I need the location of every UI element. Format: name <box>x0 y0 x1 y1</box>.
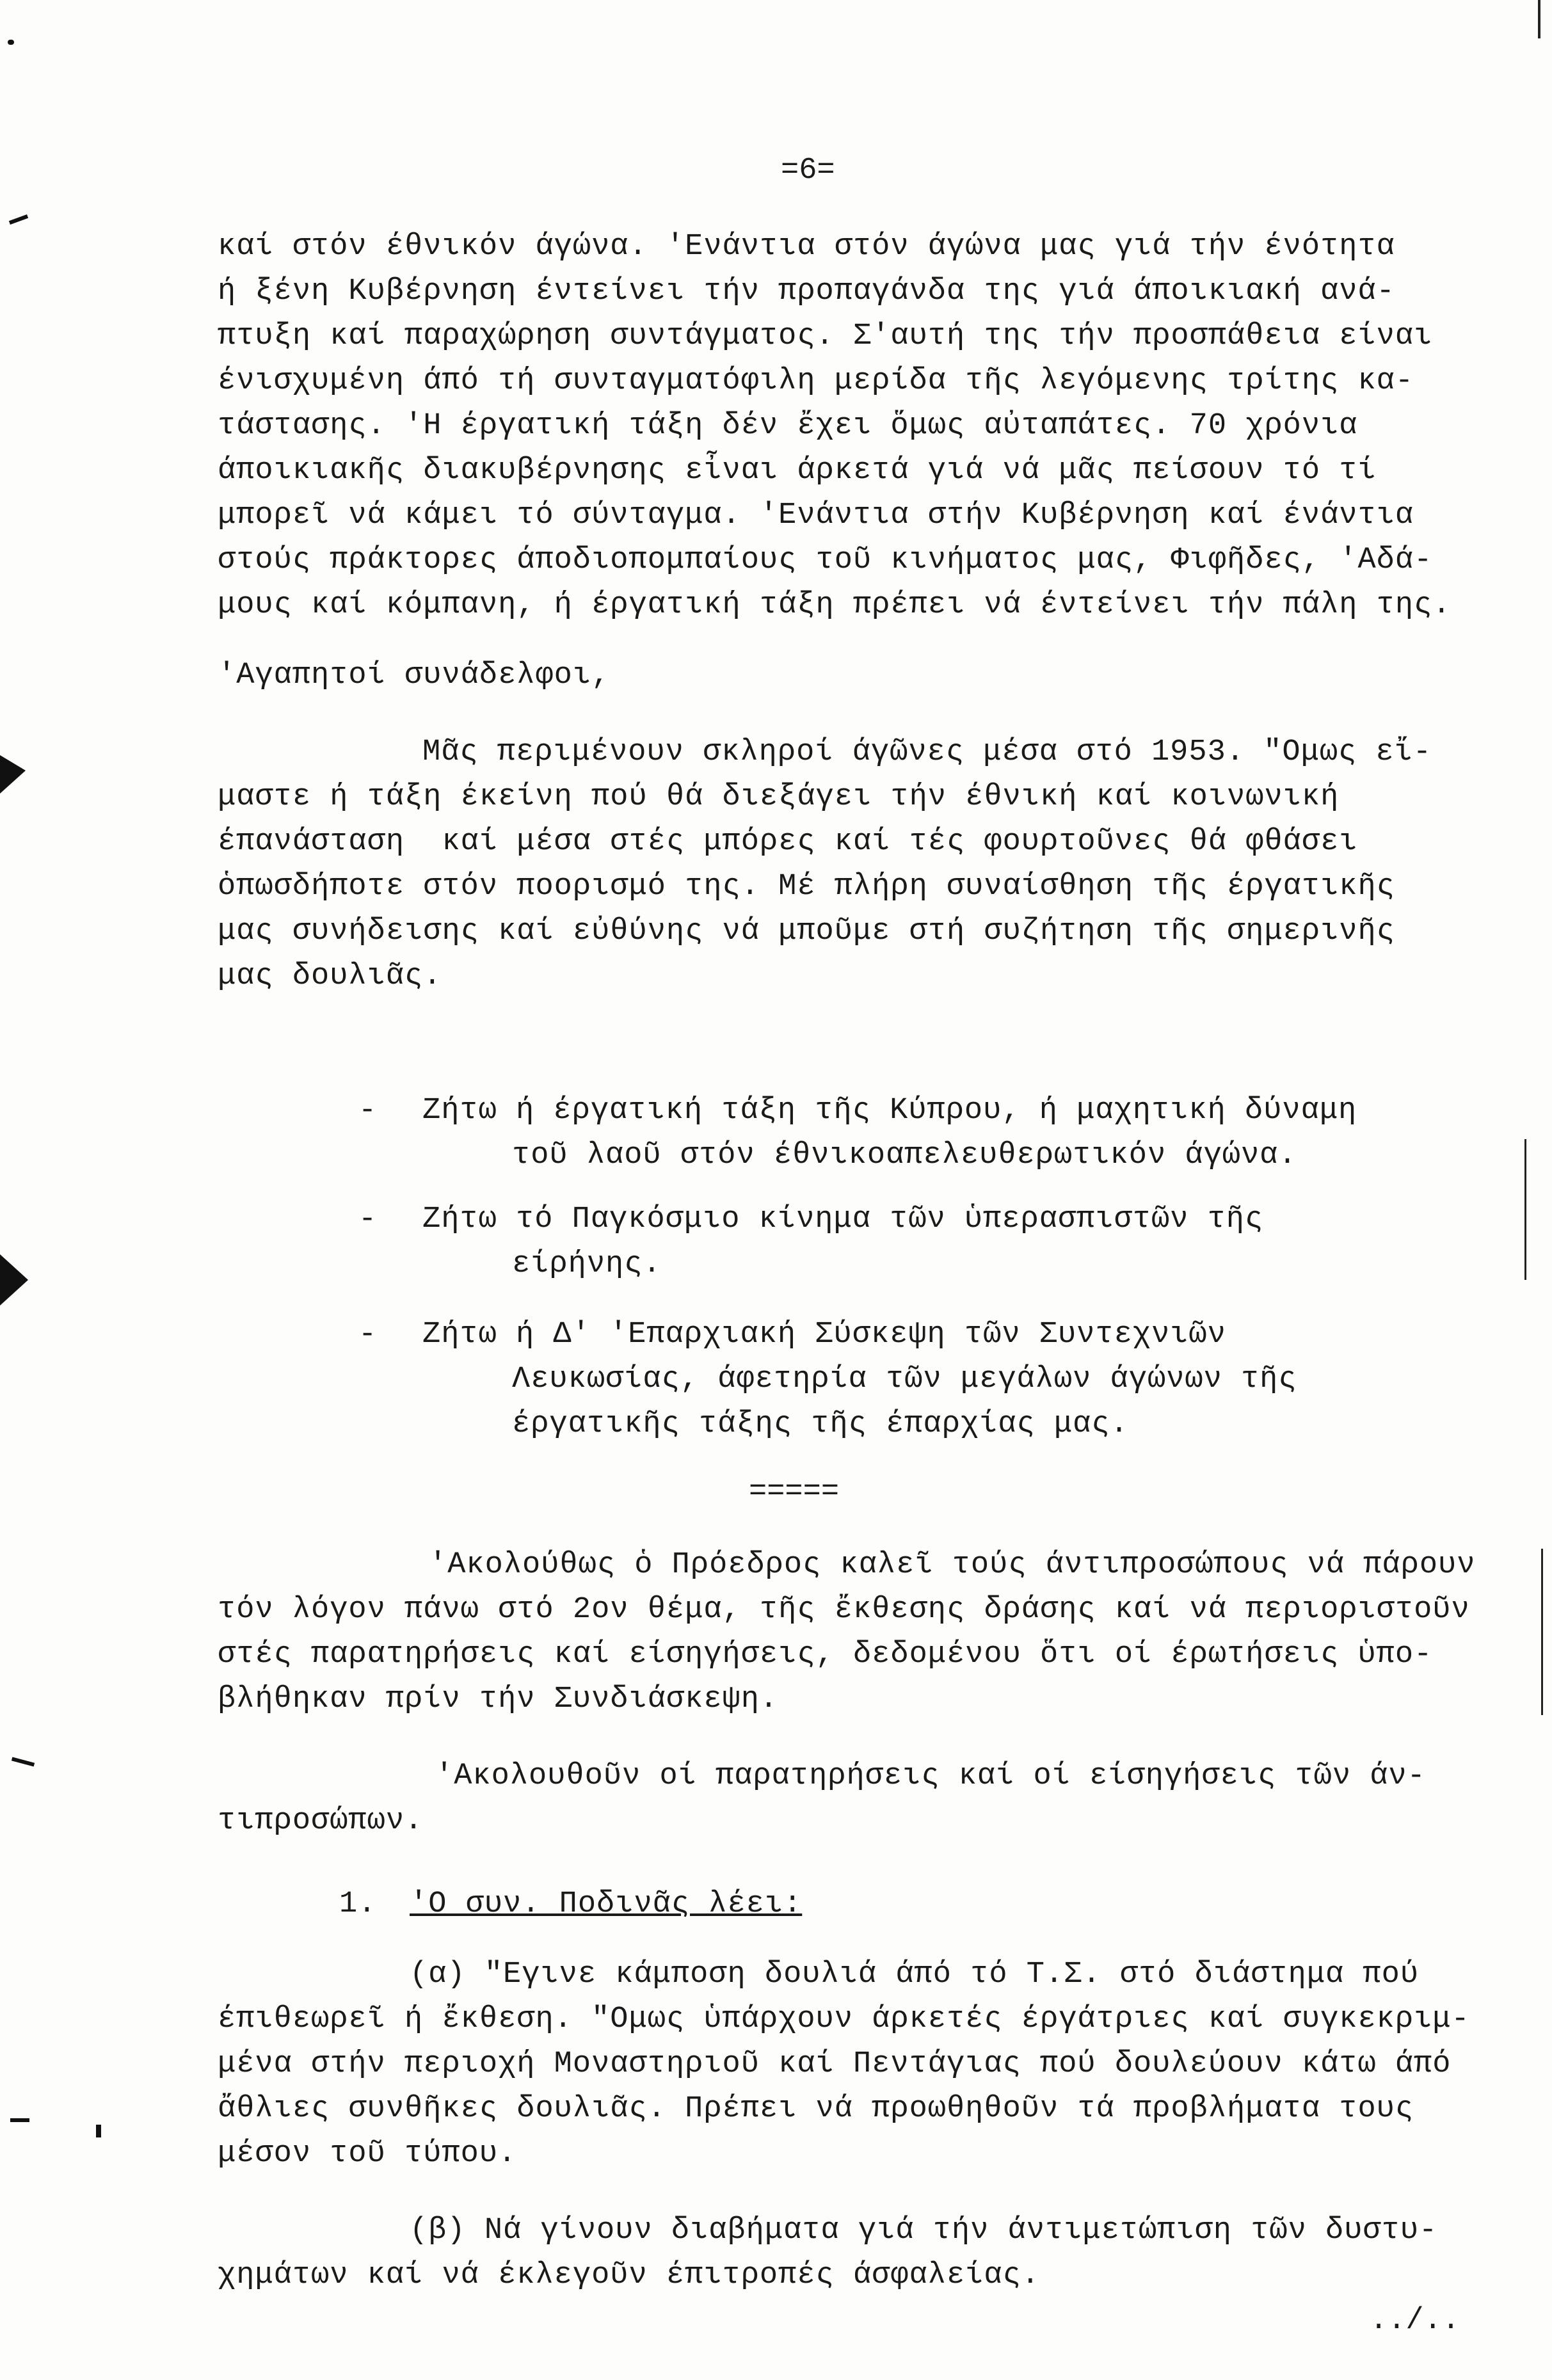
slogan-line: Ζήτω ή Δ' 'Επαρχιακή Σύσκεψη τῶν Συντεχνιῶν <box>422 1318 1226 1352</box>
paragraph1-line: μους καί κόμπανη, ή έργατική τάξη πρέπει νά έντείνει τήν πάλη της. <box>218 588 1452 622</box>
paragraph2-line: έπανάσταση καί μέσα στές μπόρες καί τές φουρτοῦνες θά φθάσει <box>218 825 1358 859</box>
paragraph3-line: στές παρατηρήσεις καί είσηγήσεις, δεδομένου ὅτι οί έρωτήσεις ὑπο- <box>218 1638 1433 1672</box>
scan-edge <box>1538 0 1540 38</box>
salutation: 'Αγαπητοί συνάδελφοι, <box>218 659 611 692</box>
item1-number: 1. <box>339 1887 377 1921</box>
page-number: =6= <box>781 154 835 188</box>
paragraph2-line: μαστε ή τάξη έκείνη πού θά διεξάγει τήν έθνική καί κοινωνική <box>218 780 1340 814</box>
paragraph3-line: βλήθηκαν πρίν τήν Συνδιάσκεψη. <box>218 1682 779 1716</box>
item1a-line: μένα στήν περιοχή Μοναστηριοῦ καί Πεντάγιας πού δουλεύουν κάτω άπό <box>218 2047 1452 2081</box>
scan-mark <box>12 1757 35 1766</box>
slogan-line: έργατικῆς τάξης τῆς έπαρχίας μας. <box>512 1407 1129 1441</box>
slogan-line: τοῦ λαοῦ στόν έθνικοαπελευθερωτικόν άγώνα. <box>512 1138 1297 1172</box>
paragraph1-line: ή ξένη Κυβέρνηση έντείνει τήν προπαγάνδα της γιά άποικιακή ανά- <box>218 275 1395 308</box>
scan-mark <box>8 40 14 45</box>
slogan-dash: - <box>358 1094 377 1128</box>
scan-mark <box>0 1254 28 1306</box>
paragraph2-line: μας συνήδεισης καί εὐθύνης νά μποῦμε στή συζήτηση τῆς σημερινῆς <box>218 914 1395 948</box>
paragraph4-line: 'Ακολουθοῦν οί παρατηρήσεις καί οί είσηγήσεις τῶν άν- <box>435 1759 1426 1793</box>
paragraph2-line: ὁπωσδήποτε στόν ποορισμό της. Μέ πλήρη συναίσθηση τῆς έργατικῆς <box>218 870 1395 904</box>
paragraph1-line: καί στόν έθνικόν άγώνα. 'Ενάντια στόν άγώνα μας γιά τήν ένότητα <box>218 230 1395 264</box>
paragraph1-line: τάστασης. 'Η έργατική τάξη δέν ἔχει ὅμως αὐταπάτες. 70 χρόνια <box>218 409 1358 443</box>
paragraph2-line: μας δουλιᾶς. <box>218 959 442 993</box>
scan-mark <box>0 755 26 794</box>
scan-edge <box>1541 1549 1543 1715</box>
section-divider: ===== <box>749 1475 840 1509</box>
scan-mark <box>96 2125 101 2137</box>
item1b-line: (β) Νά γίνουν διαβήματα γιά τήν άντιμετώπιση τῶν δυστυ- <box>410 2214 1438 2248</box>
scan-mark <box>10 2118 29 2122</box>
item1b-line: χημάτων καί νά έκλεγοῦν έπιτροπές άσφαλείας. <box>218 2258 1041 2292</box>
paragraph1-line: ένισχυμένη άπό τή συνταγματόφιλη μερίδα τῆς λεγόμενης τρίτης κα- <box>218 364 1414 398</box>
paragraph1-line: στούς πράκτορες άποδιοπομπαίους τοῦ κινήματος μας, Φιφῆδες, 'Αδά- <box>218 543 1433 577</box>
slogan-line: Ζήτω τό Παγκόσμιο κίνημα τῶν ὑπερασπιστῶν τῆς <box>422 1202 1264 1236</box>
scan-mark <box>9 214 28 225</box>
item1a-line: (α) "Εγινε κάμποση δουλιά άπό τό Τ.Σ. στό διάστημα πού <box>410 1958 1420 1992</box>
slogan-line: Λευκωσίας, άφετηρία τῶν μεγάλων άγώνων τῆς <box>512 1362 1297 1396</box>
paragraph3-line: τόν λόγον πάνω στό 2ον θέμα, τῆς ἔκθεσης δράσης καί νά περιοριστοῦν <box>218 1593 1470 1627</box>
paragraph3-line: 'Ακολούθως ὁ Πρόεδρος καλεῖ τούς άντιπροσώπους νά πάρουν <box>429 1548 1476 1582</box>
item1a-line: έπιθεωρεῖ ή ἔκθεση. "Ομως ὑπάρχουν άρκετές έργάτριες καί συγκεκριμ- <box>218 2002 1470 2036</box>
paragraph1-line: πτυξη καί παραχώρηση συντάγματος. Σ'αυτή της τήν προσπάθεια είναι <box>218 319 1433 353</box>
item1a-line: ἄθλιες συνθῆκες δουλιᾶς. Πρέπει νά προωθηθοῦν τά προβλήματα τους <box>218 2092 1414 2126</box>
continuation-mark: ../.. <box>1370 2304 1460 2338</box>
slogan-dash: - <box>358 1318 377 1352</box>
item1-heading: 'Ο συν. Ποδινᾶς λέει: <box>410 1887 803 1921</box>
scan-edge <box>1524 1139 1526 1280</box>
paragraph4-line: τιπροσώπων. <box>218 1804 424 1838</box>
paragraph1-line: μπορεῖ νά κάμει τό σύνταγμα. 'Ενάντια στήν Κυβέρνηση καί ένάντια <box>218 499 1414 532</box>
paragraph1-line: άποικιακῆς διακυβέρνησης εἶναι άρκετά γιά νά μᾶς πείσουν τό τί <box>218 454 1377 488</box>
slogan-dash: - <box>358 1202 377 1236</box>
paragraph2-line: Μᾶς περιμένουν σκληροί άγῶνες μέσα στό 1953. "Ομως εἴ- <box>422 735 1432 769</box>
slogan-line: Ζήτω ή έργατική τάξη τῆς Κύπρου, ή μαχητική δύναμη <box>422 1094 1357 1128</box>
item1a-line: μέσον τοῦ τύπου. <box>218 2137 517 2171</box>
slogan-line: είρήνης. <box>512 1247 662 1281</box>
